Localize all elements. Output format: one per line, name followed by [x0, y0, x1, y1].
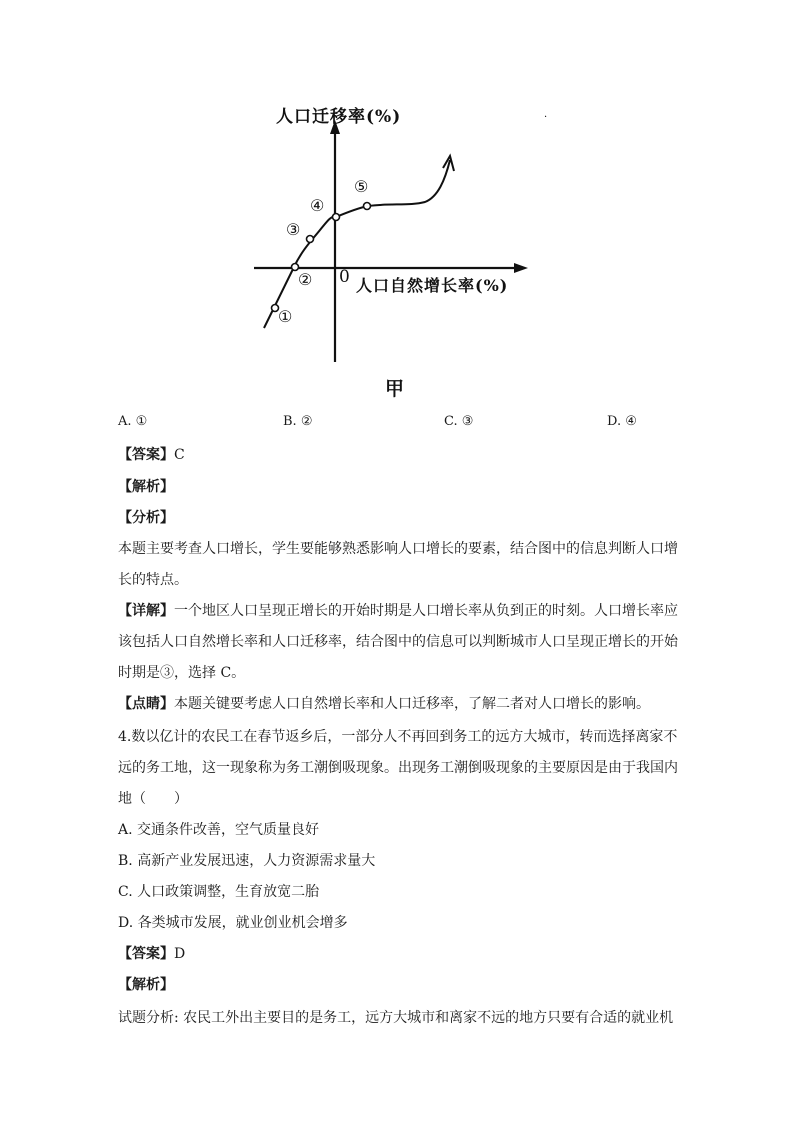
q3-xiangjie-line-3: 时期是③，选择 C。: [118, 665, 246, 681]
q3-xiangjie-line-1: [118, 601, 678, 621]
q4-stem-line-1: 4.数以亿计的农民工在春节返乡后，一部分人不再回到务工的远方大城市，转而选择离家不: [118, 729, 678, 745]
figure-caption: 甲: [385, 378, 405, 400]
q4-stem-line-2: 远的务工地，这一现象称为务工潮倒吸现象。出现务工潮倒吸现象的主要原因是由于我国内: [118, 760, 678, 776]
figure-graphic: [240, 100, 560, 400]
q4-option-a: A. 交通条件改善，空气质量良好: [118, 822, 320, 838]
answer-tag: 【答案】: [118, 447, 174, 463]
dianjing-tag: 【点睛】: [118, 696, 174, 712]
q4-jiexi-tag: 【解析】: [118, 977, 174, 993]
answer-value: D: [174, 946, 186, 962]
q4-option-d: D. 各类城市发展，就业创业机会增多: [118, 915, 348, 931]
q3-dianjing: [118, 694, 650, 714]
point-5: [364, 203, 371, 210]
q3-answer: [118, 445, 185, 465]
q3-option-b: B. ②: [283, 414, 313, 429]
q3-option-c: C. ③: [444, 414, 474, 429]
q3-fenxi-line-2: 长的特点。: [118, 572, 188, 588]
population-migration-figure: [240, 100, 560, 400]
q3-fenxi-tag: 【分析】: [118, 510, 174, 526]
x-axis-arrow: [514, 263, 528, 273]
q4-stem-line-3: 地（ ）: [118, 791, 188, 807]
q3-option-d: D. ④: [607, 414, 637, 429]
point-label-1: ①: [278, 307, 293, 326]
answer-value: C: [174, 447, 185, 463]
origin-label: 0: [339, 267, 350, 287]
q4-option-c: C. 人口政策调整，生育放宽二胎: [118, 884, 320, 900]
xiangjie-text: 一个地区人口呈现正增长的开始时期是人口增长率从负到正的时刻。人口增长率应: [174, 603, 678, 619]
q4-analysis: 试题分析: 农民工外出主要目的是务工，远方大城市和离家不远的地方只要有合适的就业机: [118, 1010, 674, 1026]
q3-fenxi-line-1: 本题主要考查人口增长，学生要能够熟悉影响人口增长的要素，结合图中的信息判断人口增: [118, 541, 678, 557]
point-label-2: ②: [298, 270, 313, 289]
point-label-3: ③: [286, 220, 301, 239]
q3-jiexi-tag: 【解析】: [118, 479, 174, 495]
q3-option-a: A. ①: [118, 414, 148, 429]
y-axis-label: 人口迁移率(%): [276, 107, 402, 127]
q3-xiangjie-line-2: 该包括人口自然增长率和人口迁移率，结合图中的信息可以判断城市人口呈现正增长的开始: [118, 634, 678, 650]
point-4: [333, 214, 340, 221]
answer-tag: 【答案】: [118, 946, 174, 962]
q4-answer: [118, 944, 185, 964]
q4-option-b: B. 高新产业发展迅速，人力资源需求量大: [118, 853, 376, 869]
dianjing-text: 本题关键要考虑人口自然增长率和人口迁移率，了解二者对人口增长的影响。: [174, 696, 650, 712]
xiangjie-tag: 【详解】: [118, 603, 174, 619]
x-axis-label: 人口自然增长率(%): [356, 276, 509, 295]
q3-options: [118, 414, 678, 434]
point-label-5: ⑤: [354, 177, 369, 196]
point-label-4: ④: [310, 196, 325, 215]
stray-mark: ·: [544, 112, 548, 123]
point-3: [307, 236, 314, 243]
